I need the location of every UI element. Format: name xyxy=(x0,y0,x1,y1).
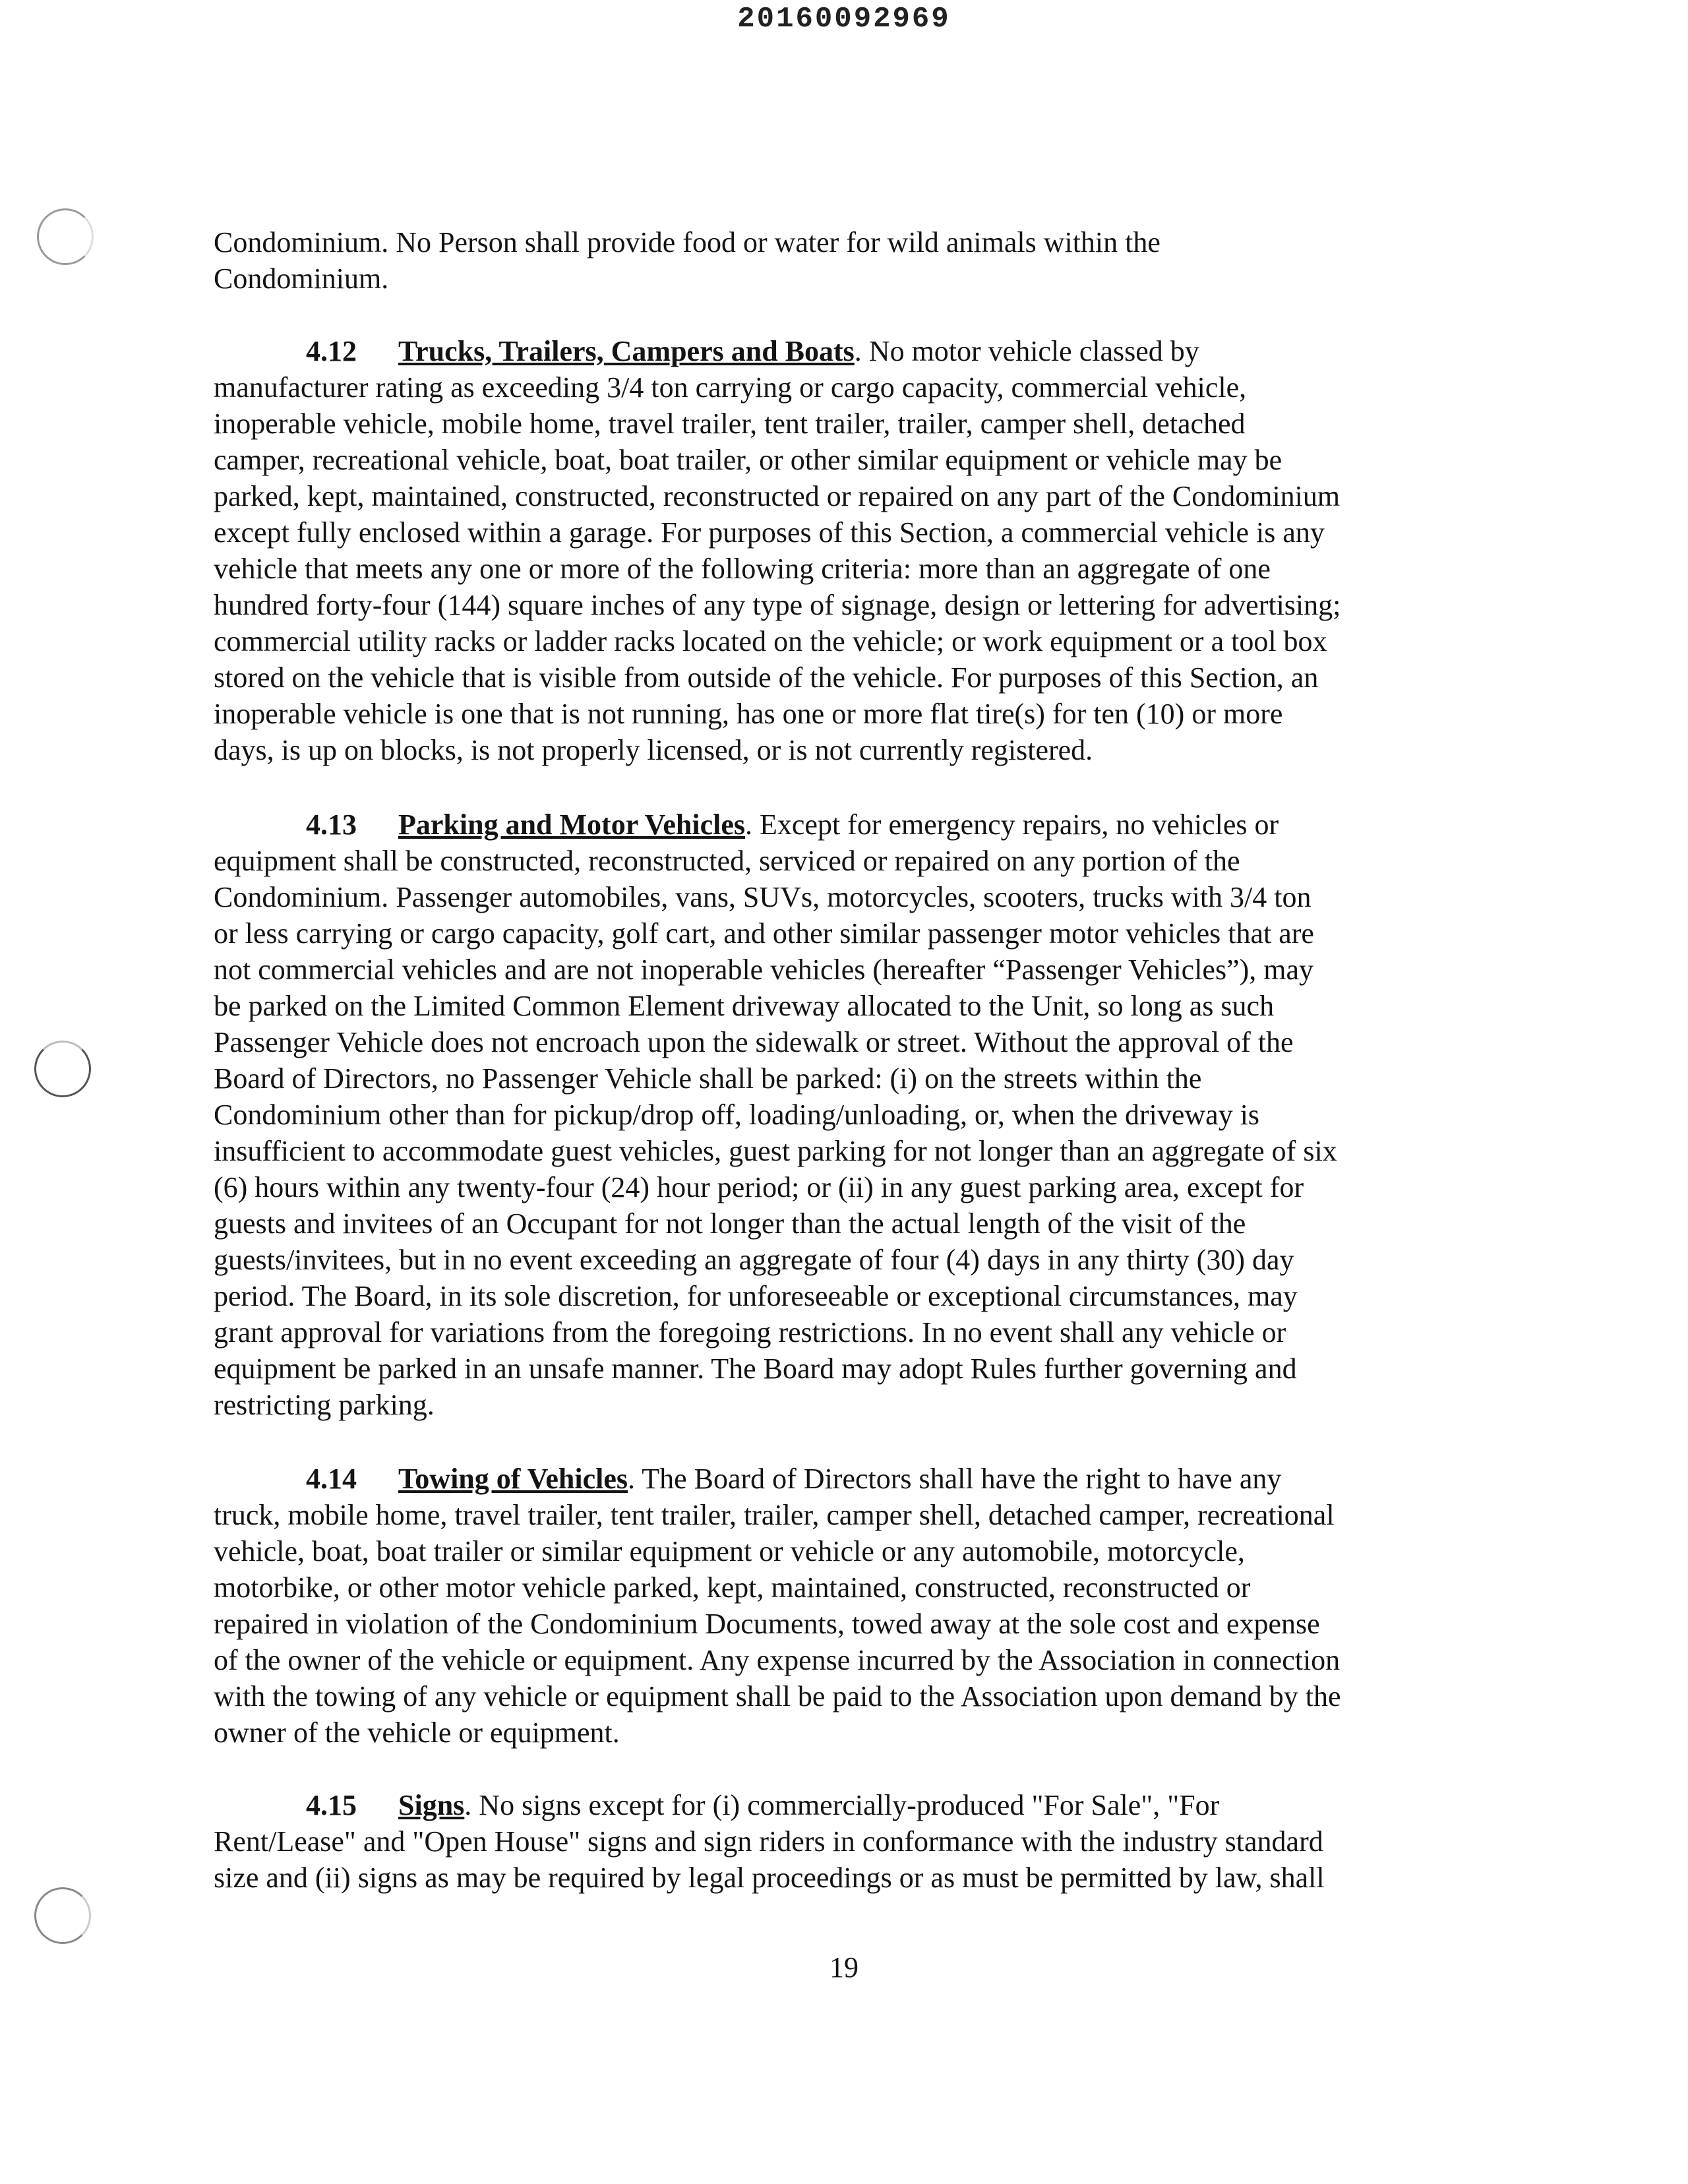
paragraph-line: camper, recreational vehicle, boat, boat trailer, or other similar equipment or vehicle may be xyxy=(214,444,1282,476)
paragraph-line: parked, kept, maintained, constructed, reconstructed or repaired on any part of the Condominium xyxy=(214,480,1341,512)
section-title: Towing of Vehicles xyxy=(398,1463,628,1495)
paragraph-line: period. The Board, in its sole discretion, for unforeseeable or exceptional circumstances, may xyxy=(214,1280,1298,1312)
paragraph-line: with the towing of any vehicle or equipment shall be paid to the Association upon demand by the xyxy=(214,1680,1341,1713)
paragraph-line: guests/invitees, but in no event exceeding an aggregate of four (4) days in any thirty (30) day xyxy=(214,1244,1294,1276)
paragraph-line: of the owner of the vehicle or equipment. Any expense incurred by the Association in connection xyxy=(214,1644,1341,1676)
paragraph-line: equipment be parked in an unsafe manner. The Board may adopt Rules further governing and xyxy=(214,1352,1297,1385)
section-title: Parking and Motor Vehicles xyxy=(398,808,746,841)
paragraph-line: not commercial vehicles and are not inoperable vehicles (hereafter “Passenger Vehicles”), may xyxy=(214,954,1314,986)
intro-paragraph xyxy=(214,224,1493,297)
punch-hole-bottom xyxy=(34,1887,91,1944)
section-number: 4.14 xyxy=(306,1463,357,1495)
section-heading-line xyxy=(214,333,1493,369)
section-number: 4.15 xyxy=(306,1789,357,1821)
paragraph-line: (6) hours within any twenty-four (24) hour period; or (ii) in any guest parking area, except for xyxy=(214,1171,1304,1203)
section-first-line-text: . No motor vehicle classed by xyxy=(854,335,1199,367)
punch-hole-top xyxy=(37,208,94,265)
paragraph-line: except fully enclosed within a garage. For purposes of this Section, a commercial vehicle is any xyxy=(214,516,1325,549)
paragraph-line: Condominium. Passenger automobiles, vans, SUVs, motorcycles, scooters, trucks with 3/4 ton xyxy=(214,881,1311,913)
paragraph-line: insufficient to accommodate guest vehicles, guest parking for not longer than an aggregate of six xyxy=(214,1135,1337,1167)
section-title: Trucks, Trailers, Campers and Boats xyxy=(398,335,855,367)
section-4-14 xyxy=(214,1461,1493,1751)
section-heading-line xyxy=(214,806,1493,843)
section-4-12 xyxy=(214,333,1493,768)
punch-hole-middle xyxy=(34,1041,91,1097)
paragraph-line: truck, mobile home, travel trailer, tent trailer, trailer, camper shell, detached camper, recreational xyxy=(214,1499,1335,1531)
section-number: 4.13 xyxy=(306,808,357,841)
section-4-13 xyxy=(214,806,1493,1423)
paragraph-line: size and (ii) signs as may be required by legal proceedings or as must be permitted by law, shall xyxy=(214,1862,1325,1894)
paragraph-line: stored on the vehicle that is visible from outside of the vehicle. For purposes of this Section, an xyxy=(214,661,1319,694)
paragraph-line: guests and invitees of an Occupant for not longer than the actual length of the visit of the xyxy=(214,1207,1246,1240)
paragraph-line: Board of Directors, no Passenger Vehicle shall be parked: (i) on the streets within the xyxy=(214,1062,1202,1095)
paragraph-line: manufacturer rating as exceeding 3/4 ton carrying or cargo capacity, commercial vehicle, xyxy=(214,371,1247,404)
page-number: 19 xyxy=(829,1951,859,1984)
section-title: Signs xyxy=(398,1789,465,1821)
paragraph-line: inoperable vehicle, mobile home, travel trailer, tent trailer, trailer, camper shell, detached xyxy=(214,408,1246,440)
paragraph-line: days, is up on blocks, is not properly licensed, or is not currently registered. xyxy=(214,734,1093,766)
paragraph-line: owner of the vehicle or equipment. xyxy=(214,1716,620,1749)
paragraph-line: Condominium. No Person shall provide food or water for wild animals within the xyxy=(214,226,1160,258)
paragraph-line: repaired in violation of the Condominium Documents, towed away at the sole cost and expense xyxy=(214,1608,1320,1640)
paragraph-line: grant approval for variations from the foregoing restrictions. In no event shall any vehicle or xyxy=(214,1316,1286,1349)
paragraph-line: hundred forty-four (144) square inches of any type of signage, design or lettering for advertising; xyxy=(214,589,1341,621)
paragraph-line: vehicle, boat, boat trailer or similar equipment or vehicle or any automobile, motorcycle, xyxy=(214,1535,1245,1567)
section-heading-line xyxy=(214,1787,1493,1823)
paragraph-line: or less carrying or cargo capacity, golf cart, and other similar passenger motor vehicles that are xyxy=(214,917,1314,950)
section-number: 4.12 xyxy=(306,335,357,367)
paragraph-line: commercial utility racks or ladder racks located on the vehicle; or work equipment or a tool box xyxy=(214,625,1327,657)
paragraph-line: Condominium other than for pickup/drop off, loading/unloading, or, when the driveway is xyxy=(214,1099,1260,1131)
paragraph-line: Condominium. xyxy=(214,262,389,295)
document-number: 20160092969 xyxy=(737,3,951,36)
paragraph-line: Rent/Lease" and "Open House" signs and sign riders in conformance with the industry standard xyxy=(214,1825,1323,1858)
paragraph-line: inoperable vehicle is one that is not running, has one or more flat tire(s) for ten (10) or more xyxy=(214,698,1283,730)
section-first-line-text: . The Board of Directors shall have the right to have any xyxy=(628,1463,1282,1495)
section-first-line-text: . No signs except for (i) commercially-produced "For Sale", "For xyxy=(464,1789,1220,1821)
section-first-line-text: . Except for emergency repairs, no vehicles or xyxy=(745,808,1279,841)
paragraph-line: equipment shall be constructed, reconstructed, serviced or repaired on any portion of the xyxy=(214,845,1240,877)
paragraph-line: restricting parking. xyxy=(214,1389,435,1421)
section-4-15 xyxy=(214,1787,1493,1896)
paragraph-line: vehicle that meets any one or more of the following criteria: more than an aggregate of one xyxy=(214,553,1271,585)
paragraph-line: be parked on the Limited Common Element driveway allocated to the Unit, so long as such xyxy=(214,990,1275,1022)
paragraph-line: motorbike, or other motor vehicle parked, kept, maintained, constructed, reconstructed or xyxy=(214,1571,1251,1604)
section-heading-line xyxy=(214,1461,1493,1497)
paragraph-line: Passenger Vehicle does not encroach upon the sidewalk or street. Without the approval of the xyxy=(214,1026,1294,1058)
